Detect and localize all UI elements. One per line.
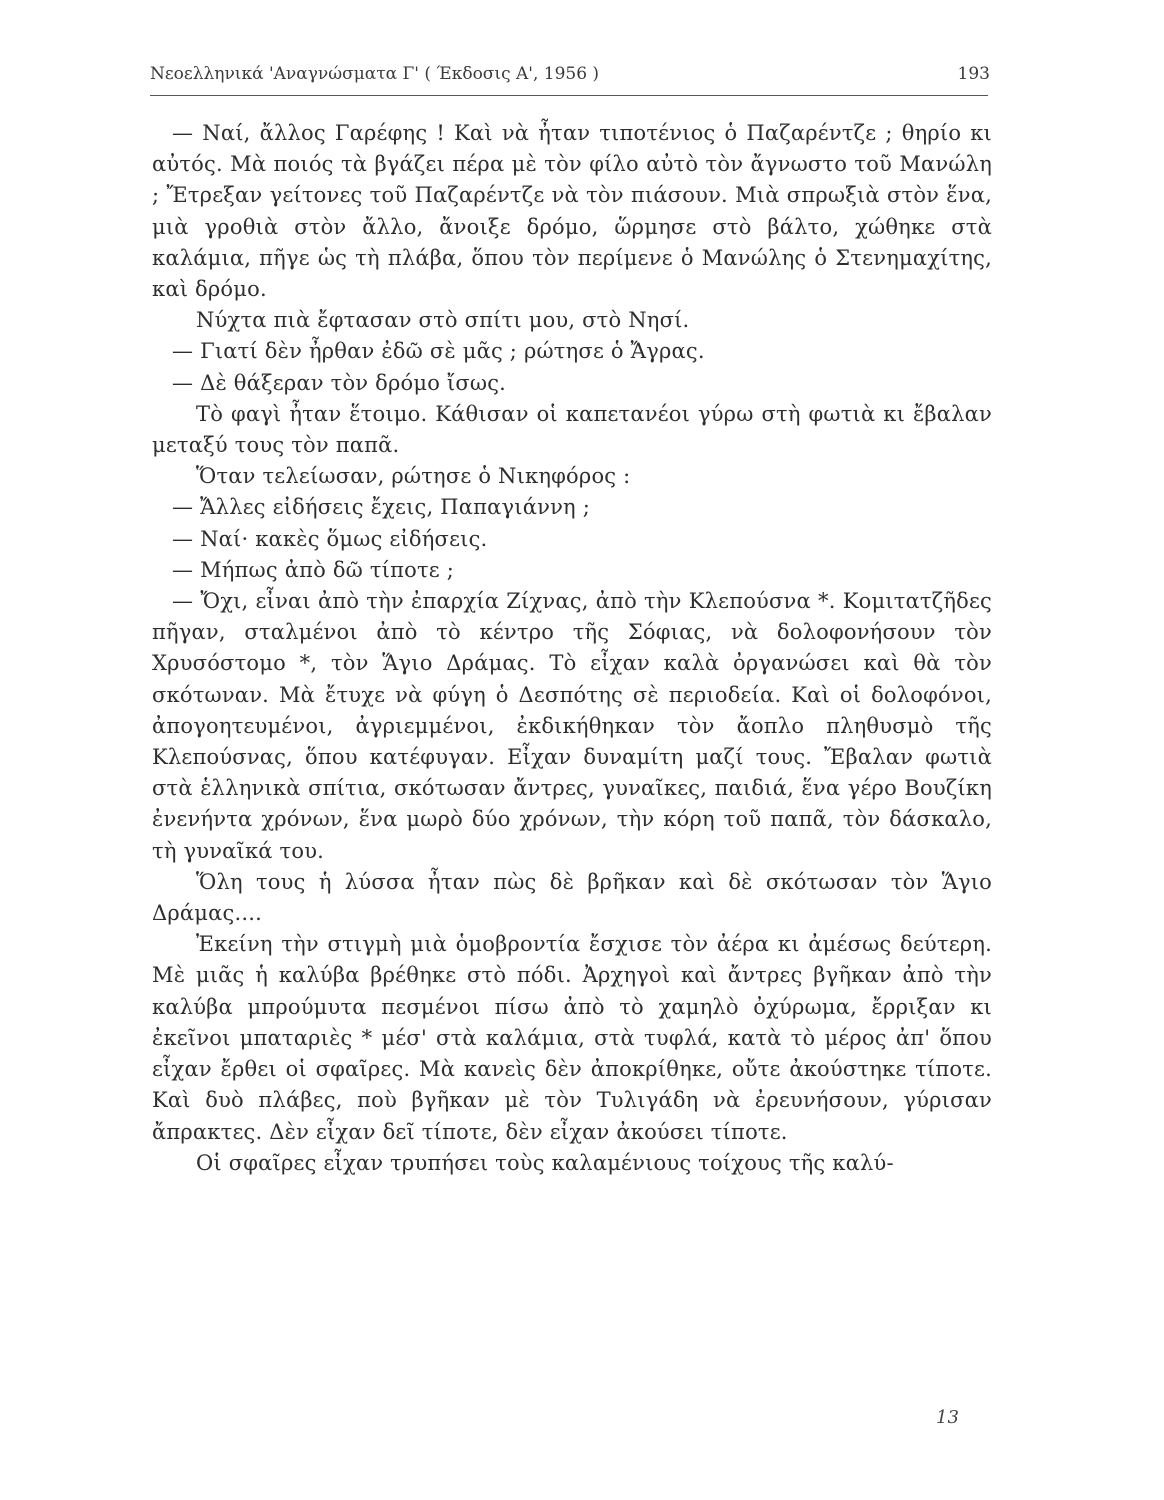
paragraph: Τὸ φαγὶ ἦταν ἕτοιμο. Κάθισαν οἱ καπετανέοι γύρω στὴ φωτιὰ κι ἔβαλαν μεταξύ τους τὸν παπᾶ. bbox=[152, 401, 992, 458]
dialog-line: — Ὄχι, εἶναι ἀπὸ τὴν ἐπαρχία Ζίχνας, ἀπὸ τὴν Κλεπούσνα *. Κομιτατζῆδες πῆγαν, σταλμένοι ἀπὸ τὸ κέντρο τῆς Σόφιας, νὰ δολοφονήσουν τὸν Χρυσόστομο *, τὸν Ἅγιο Δράμας. Τὸ εἶχαν καλὰ ὀργανώσει καὶ θὰ τὸν σκότωναν. Μὰ ἔτυχε νὰ φύγη ὁ Δεσπότης σὲ περιοδεία. Καὶ οἱ δολοφόνοι, ἀπογοητευμένοι, ἀγριεμμένοι, ἐκδικήθηκαν τὸν ἄοπλο πληθυσμὸ τῆς Κλεπούσνας, ὅπου κατέφυγαν. Εἶχαν δυναμίτη μαζί τους. Ἔβαλαν φωτιὰ στὰ ἑλληνικὰ σπίτια, σκότωσαν ἄντρες, γυναῖκες, παιδιά, ἕνα γέρο Βουζίκη ἐνενήντα χρόνων, ἕνα μωρὸ δύο χρόνων, τὴν κόρη τοῦ παπᾶ, τὸν δάσκαλο, τὴ γυναῖκά του. bbox=[152, 589, 992, 863]
dialog-line: — Δὲ θάξεραν τὸν δρόμο ἴσως. bbox=[172, 370, 507, 395]
dialog-line: — Ἄλλες εἰδήσεις ἔχεις, Παπαγιάννη ; bbox=[172, 495, 590, 520]
paragraph: Ὅταν τελείωσαν, ρώτησε ὁ Νικηφόρος : bbox=[196, 464, 631, 489]
paragraph: Νύχτα πιὰ ἔφτασαν στὸ σπίτι μου, στὸ Νησί. bbox=[196, 308, 690, 333]
paragraph: Ἐκείνη τὴν στιγμὴ μιὰ ὁμοβροντία ἔσχισε τὸν ἀέρα κι ἀμέσως δεύτερη. Μὲ μιᾶς ἡ καλύβα βρέθηκε στὸ πόδι. Ἀρχηγοὶ καὶ ἄντρες βγῆκαν ἀπὸ τὴν καλύβα μπρούμυτα πεσμένοι πίσω ἀπὸ τὸ χαμηλὸ ὀχύρωμα, ἔρριξαν κι ἐκεῖνοι μπαταριὲς * μέσ' στὰ καλάμια, στὰ τυφλά, κατὰ τὸ μέρος ἀπ' ὅπου εἶχαν ἔρθει οἱ σφαῖρες. Μὰ κανεὶς δὲν ἀποκρίθηκε, οὔτε ἀκούστηκε τίποτε. Καὶ δυὸ πλάβες, ποὺ βγῆκαν μὲ τὸν Τυλιγάδη νὰ ἐρευνήσουν, γύρισαν ἄπρακτες. Δὲν εἶχαν δεῖ τίποτε, δὲν εἶχαν ἀκούσει τίποτε. bbox=[152, 932, 992, 1144]
paragraph: — Ναί, ἄλλος Γαρέφης ! Καὶ νὰ ἦταν τιποτένιος ὁ Παζαρέντζε ; θηρίο κι αὐτός. Μὰ ποιός τὰ βγάζει πέρα μὲ τὸν φίλο αὐτὸ τὸν ἄγνωστο τοῦ Μανώλη ; Ἔτρεξαν γείτονες τοῦ Παζαρέντζε νὰ τὸν πιάσουν. Μιὰ σπρωξιὰ στὸν ἕνα, μιὰ γροθιὰ στὸν ἄλλο, ἄνοιξε δρόμο, ὥρμησε στὸ βάλτο, χώθηκε στὰ καλάμια, πῆγε ὡς τὴ πλάβα, ὅπου τὸν περίμενε ὁ Μανώλης ὁ Στενημαχίτης, καὶ δρόμο. bbox=[152, 121, 992, 302]
page-number: 193 bbox=[957, 64, 990, 84]
dialog-line: — Γιατί δὲν ἦρθαν ἐδῶ σὲ μᾶς ; ρώτησε ὁ Ἄγρας. bbox=[172, 339, 705, 364]
body-text bbox=[152, 118, 992, 1179]
paragraph: Οἱ σφαῖρες εἶχαν τρυπήσει τοὺς καλαμένιους τοίχους τῆς καλύ- bbox=[196, 1150, 894, 1175]
signature-mark: 13 bbox=[936, 1407, 959, 1428]
dialog-line: — Ναί· κακὲς ὅμως εἰδήσεις. bbox=[172, 526, 488, 551]
running-header bbox=[150, 64, 990, 84]
dialog-line: — Μήπως ἀπὸ δῶ τίποτε ; bbox=[172, 557, 455, 582]
header-rule bbox=[150, 95, 988, 96]
paragraph: Ὅλη τους ἡ λύσσα ἦταν πὼς δὲ βρῆκαν καὶ δὲ σκότωσαν τὸν Ἅγιο Δράμας.... bbox=[152, 869, 992, 926]
running-title: Νεοελληνικά 'Αναγνώσματα Γ' ( Έκδοσις Α', 1956 ) bbox=[150, 64, 600, 84]
